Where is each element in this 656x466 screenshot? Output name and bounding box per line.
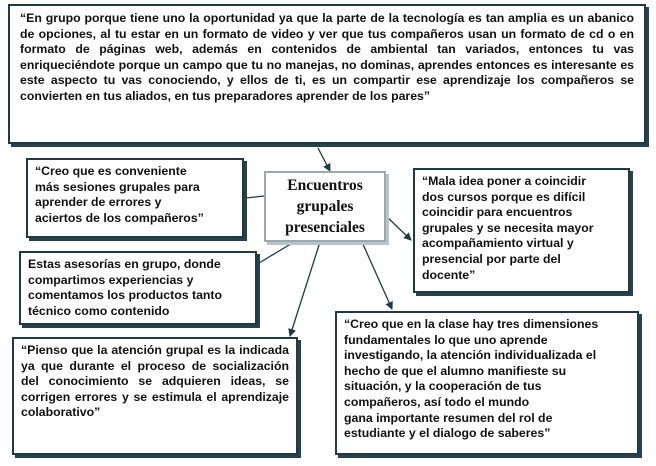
central-concept-line-1: Encuentros bbox=[287, 177, 363, 194]
connector-left-middle bbox=[259, 242, 294, 263]
quote-box-left-middle: Estas asesorías en grupo, donde compartimos experiencias y comentamos los productos tanto técnico como contenido bbox=[19, 251, 257, 325]
central-concept-line-2: grupales bbox=[296, 198, 354, 215]
central-concept-node bbox=[264, 171, 386, 242]
central-concept-line-3: presenciales bbox=[285, 219, 365, 236]
connector-bottom-right bbox=[362, 242, 392, 309]
quote-box-bottom-right: “Creo que en la clase hay tres dimensiones fundamentales lo que uno aprende investigando, la atención individualizada el hecho de que el alumno manifieste su situación, y la cooperación de tus compañeros, así todo el mundo gana importante resumen del rol de estudiante y el dialogo de saberes” bbox=[335, 311, 639, 455]
quote-box-right: “Mala idea poner a coincidir dos cursos porque es difícil coincidir para encuentros grupales y se necesita mayor acompañamiento virtual y presencial por parte del docente” bbox=[413, 168, 630, 293]
connector-bottom-left bbox=[290, 242, 320, 336]
connector-top bbox=[318, 148, 330, 171]
connector-right bbox=[386, 216, 411, 240]
connector-left-upper bbox=[246, 196, 264, 198]
quote-box-left-upper: “Creo que es conveniente más sesiones grupales para aprender de errores y aciertos de los compañeros” bbox=[26, 158, 244, 238]
quote-box-bottom-left: “Pienso que la atención grupal es la indicada ya que durante el proceso de socialización del conocimiento se adquieren ideas, se corrigen errores y se estimula el aprendizaje colaborativo” bbox=[12, 337, 298, 455]
quote-box-top: “En grupo porque tiene uno la oportunidad ya que la parte de la tecnología es tan amplia es un abanico de opciones, al tu estar en un formato de video y ver que tus compañeros usan un formato de cd o en formato de páginas web, además en contenidos de ambiental tan variados, entonces tu vas enriqueciéndote porque un campo que tu no manejas, no dominas, aprendes entonces es interesante es este aspecto tu vas conociendo, y ellos de ti, es un compartir ese aprendizaje los compañeros se convierten en tus aliados, en tus preparadores aprender de los pares” bbox=[8, 4, 646, 144]
